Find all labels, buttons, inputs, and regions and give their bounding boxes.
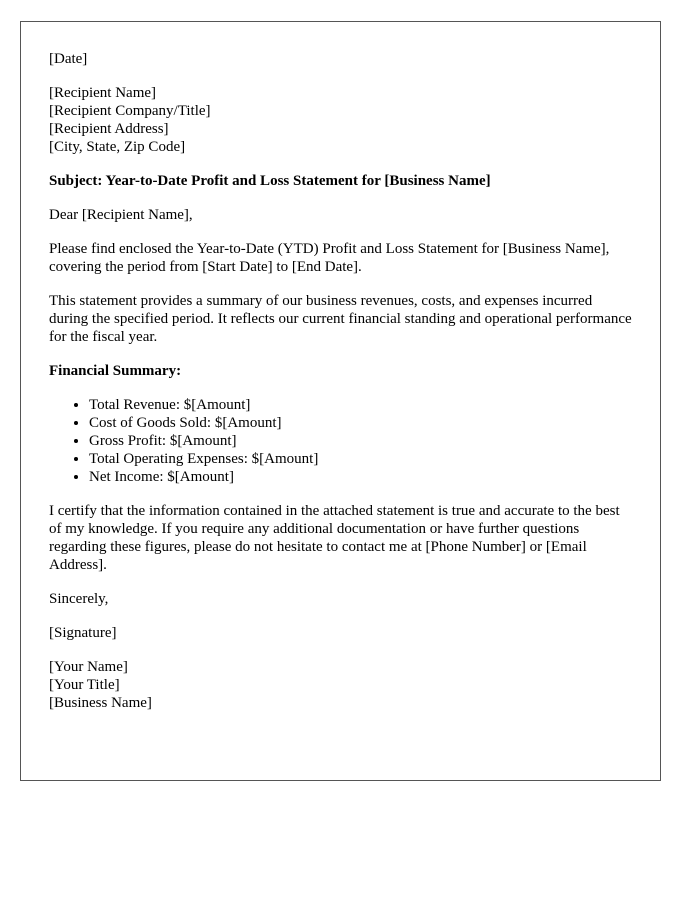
letter-paragraph-2: This statement provides a summary of our business revenues, costs, and expenses incurred during the specified period. It reflects our current financial standing and operational performance for the fiscal year. — [49, 293, 632, 345]
summary-item-gross-profit: • Gross Profit: $[Amount] — [89, 432, 632, 450]
recipient-block — [49, 84, 632, 156]
summary-item-total-operating-expenses: • Total Operating Expenses: $[Amount] — [89, 450, 632, 468]
sender-business: [Business Name] — [49, 695, 152, 711]
summary-item-cost-of-goods-sold: • Cost of Goods Sold: $[Amount] — [89, 414, 632, 432]
recipient-city-state-zip: [City, State, Zip Code] — [49, 139, 186, 155]
sender-block — [49, 658, 632, 712]
letter-signature: [Signature] — [49, 625, 117, 641]
letter-closing: Sincerely, — [49, 591, 109, 607]
letter-paragraph-1: Please find enclosed the Year-to-Date (YTD) Profit and Loss Statement for [Business Name], covering the period from [Start Date] to [End Date]. — [49, 241, 610, 275]
letter-paragraph-3: I certify that the information contained in the attached statement is true and accurate to the best of my knowledge. If you require any additional documentation or have further questions regarding these figures, please do not hesitate to contact me at [Phone Number] or [Email Address]. — [49, 503, 620, 573]
letter-salutation: Dear [Recipient Name], — [49, 207, 193, 223]
letter-page — [20, 21, 661, 781]
sender-name: [Your Name] — [49, 659, 128, 675]
letter-date: [Date] — [49, 51, 88, 67]
summary-item-total-revenue: • Total Revenue: $[Amount] — [89, 396, 632, 414]
letter-subject: Subject: Year-to-Date Profit and Loss Statement for [Business Name] — [49, 173, 491, 189]
recipient-company-title: [Recipient Company/Title] — [49, 103, 211, 119]
recipient-name: [Recipient Name] — [49, 85, 157, 101]
financial-summary-heading: Financial Summary: — [49, 363, 182, 379]
sender-title: [Your Title] — [49, 677, 120, 693]
financial-summary-list — [49, 396, 632, 486]
recipient-address: [Recipient Address] — [49, 121, 169, 137]
summary-item-net-income: • Net Income: $[Amount] — [89, 468, 632, 486]
